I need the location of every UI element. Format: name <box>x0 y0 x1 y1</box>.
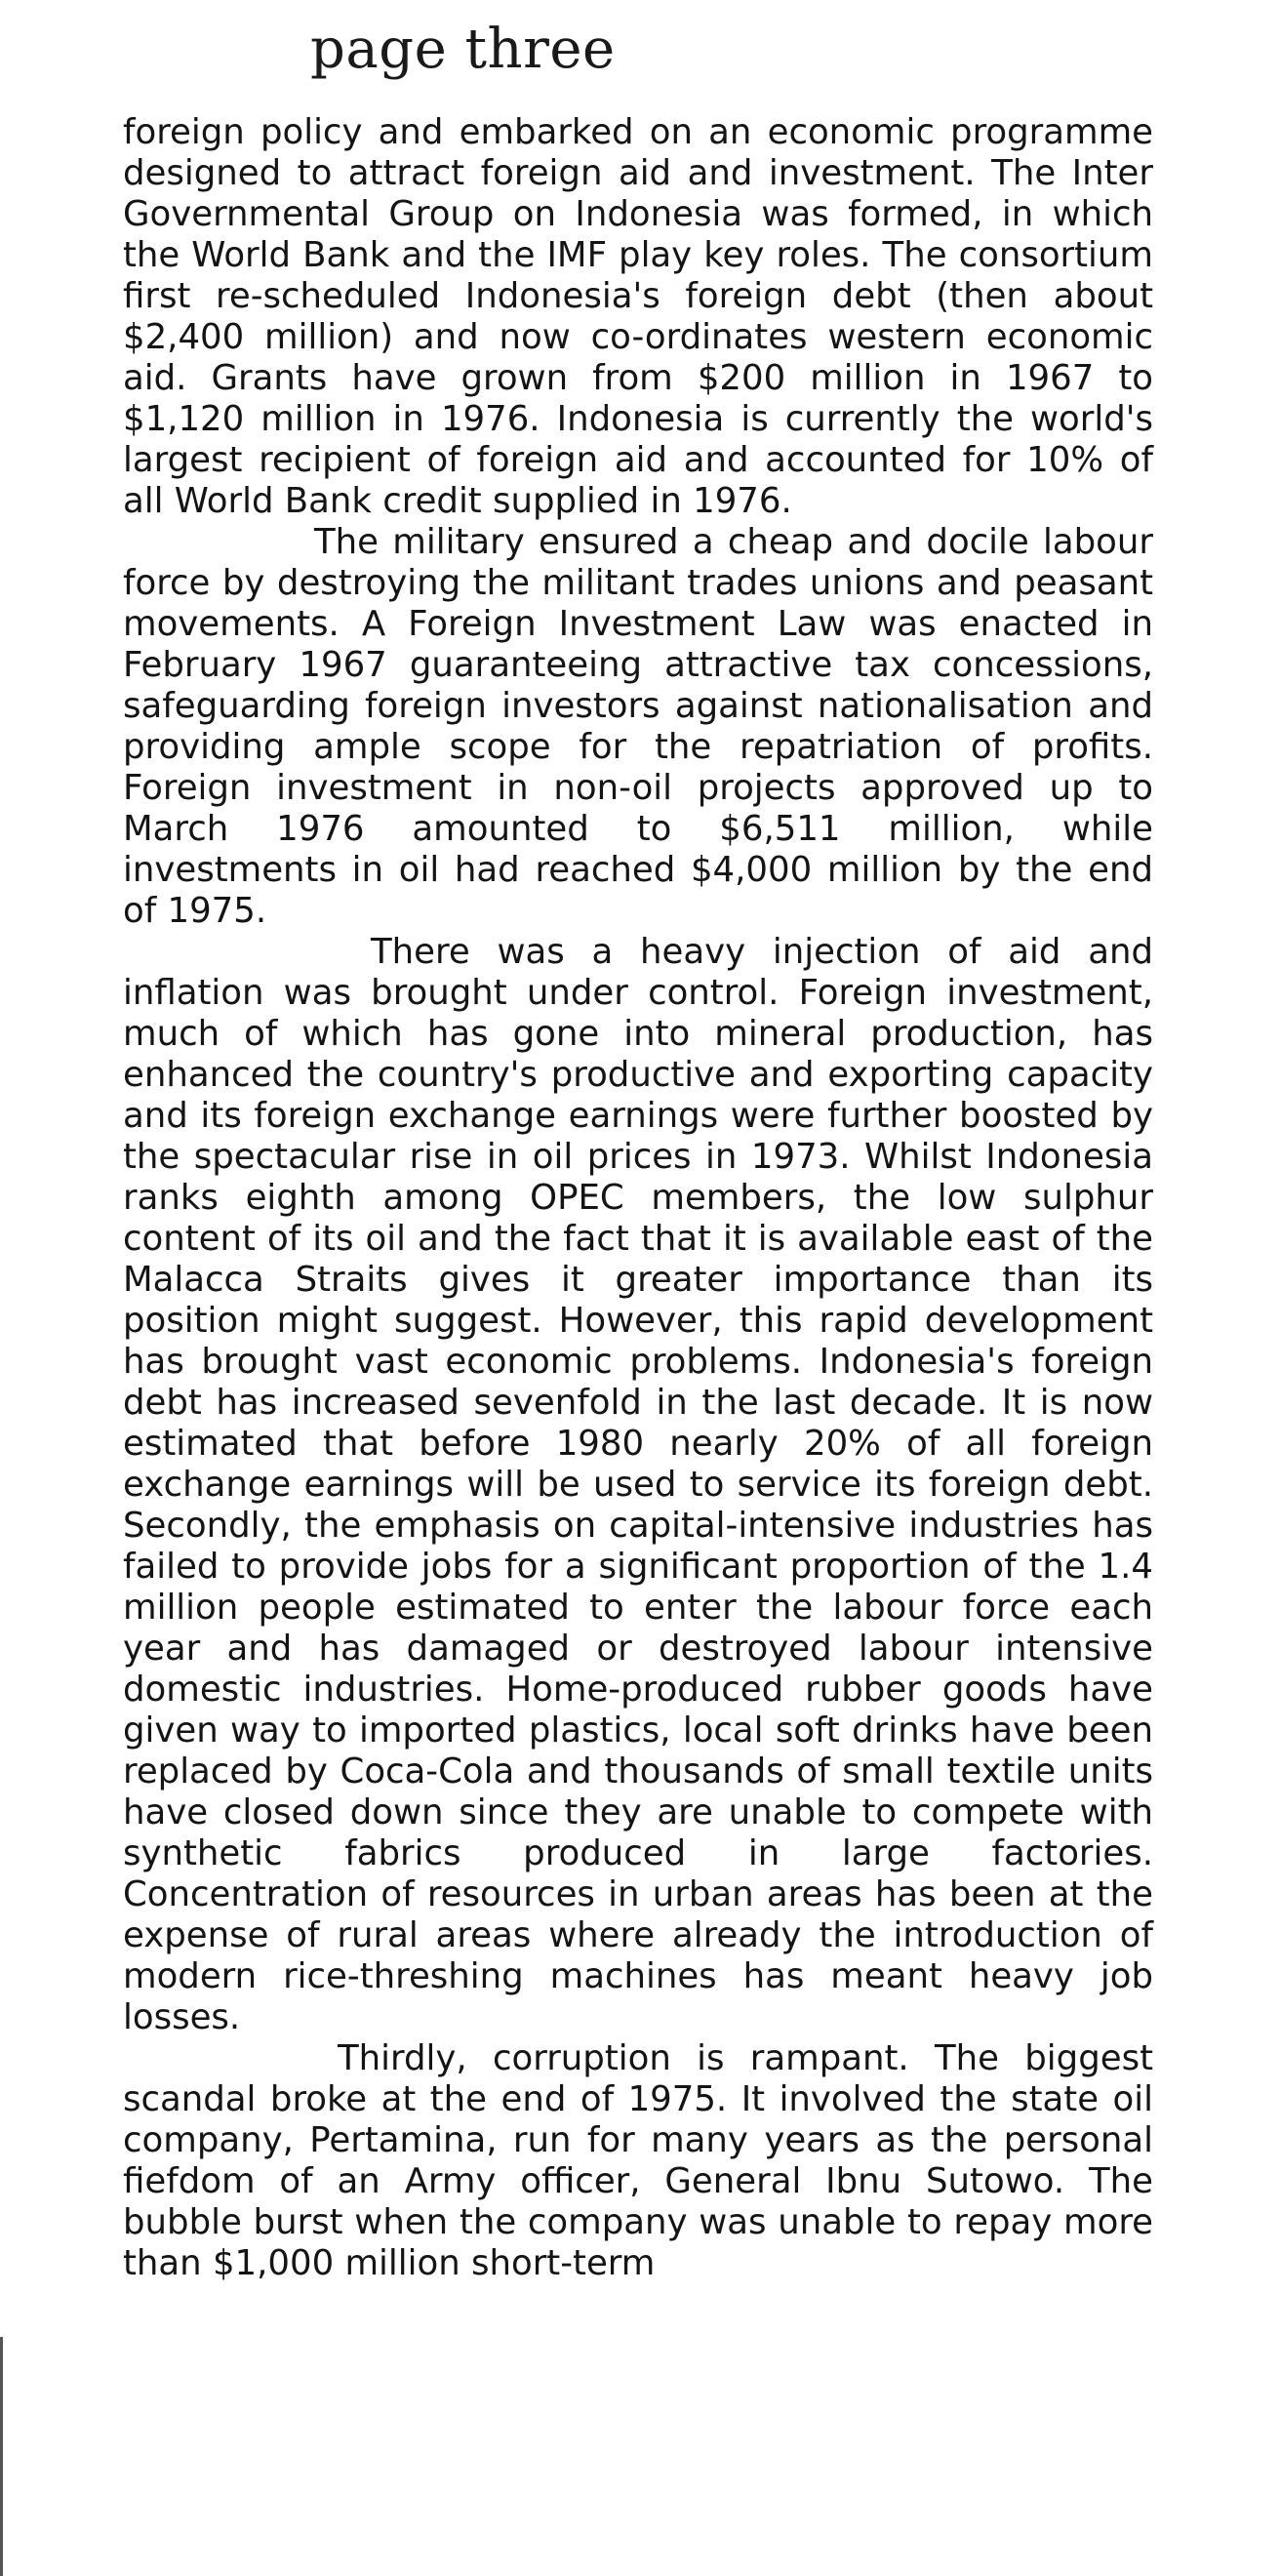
paragraph-foreign-aid: foreign policy and embarked on an economic programme designed to attract foreign aid and investment. The Inter Governmental Group on Indonesia was formed, in which the World Bank and the IMF play key roles. The consortium first re-scheduled Indonesia's foreign debt (then about $2,400 million) and now co-ordinates western economic aid. Grants have grown from $200 million in 1967 to $1,120 million in 1976. Indonesia is currently the world's largest recipient of foreign aid and accounted for 10% of all World Bank credit supplied in 1976. <box>123 112 1153 521</box>
article-body <box>123 112 1153 2284</box>
paragraph-corruption: Thirdly, corruption is rampant. The biggest scandal broke at the end of 1975. It involved the state oil company, Pertamina, run for many years as the personal fiefdom of an Army officer, General Ibnu Sutowo. The bubble burst when the company was unable to repay more than $1,000 million short-term <box>123 2038 1153 2283</box>
scan-edge-line <box>0 2337 3 2576</box>
page-heading: page three <box>310 18 616 81</box>
paragraph-labour-force: The military ensured a cheap and docile labour force by destroying the militant trades unions and peasant movements. A Foreign Investment Law was enacted in February 1967 guaranteeing attractive tax concessions, safeguarding foreign investors against nationalisation and providing ample scope for the repatriation of profits. Foreign investment in non-oil projects approved up to March 1976 amounted to $6,511 million, while investments in oil had reached $4,000 million by the end of 1975. <box>123 522 1153 931</box>
paragraph-economic-problems: There was a heavy injection of aid and inflation was brought under control. Foreign investment, much of which has gone into mineral production, has enhanced the country's productive and exporting capacity and its foreign exchange earnings were further boosted by the spectacular rise in oil prices in 1973. Whilst Indonesia ranks eighth among OPEC members, the low sulphur content of its oil and the fact that it is available east of the Malacca Straits gives it greater importance than its position might suggest. However, this rapid development has brought vast economic problems. Indonesia's foreign debt has increased sevenfold in the last decade. It is now estimated that before 1980 nearly 20% of all foreign exchange earnings will be used to service its foreign debt. Secondly, the emphasis on capital-intensive industries has failed to provide jobs for a significant proportion of the 1.4 million people estimated to enter the labour force each year and has damaged or destroyed labour intensive domestic industries. Home-produced rubber goods have given way to imported plastics, local soft drinks have been replaced by Coca-Cola and thousands of small textile units have closed down since they are unable to compete with synthetic fabrics produced in large factories. Concentration of resources in urban areas has been at the expense of rural areas where already the introduction of modern rice-threshing machines has meant heavy job losses. <box>123 932 1153 2037</box>
